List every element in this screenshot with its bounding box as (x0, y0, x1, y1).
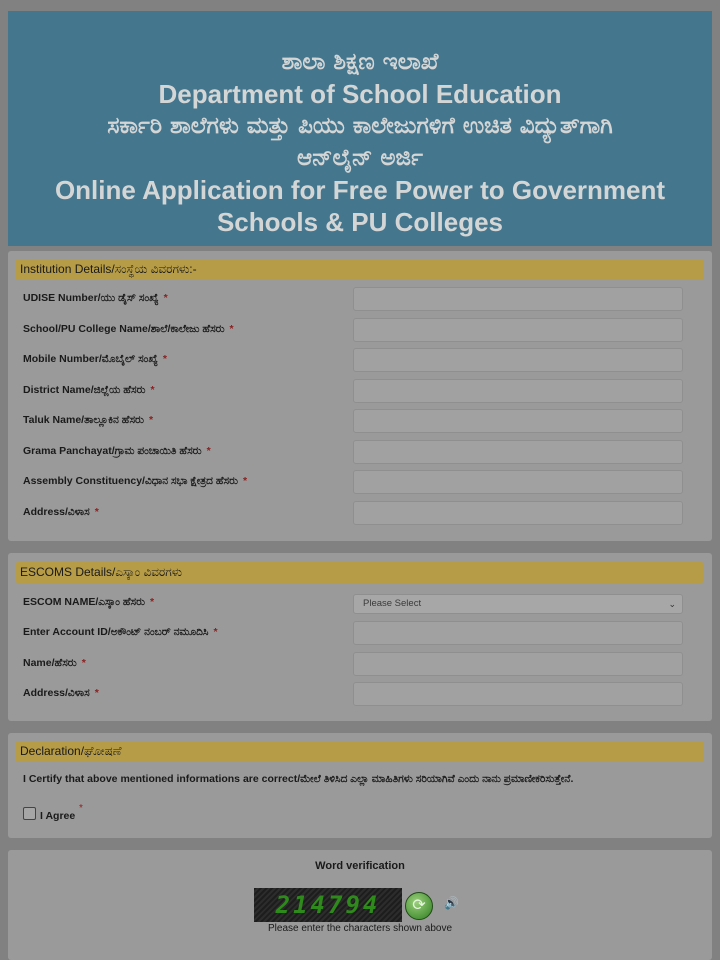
word-verification-panel (8, 850, 712, 960)
account-id-input[interactable] (353, 621, 683, 645)
page-header (8, 11, 712, 246)
chevron-down-icon: ⌄ (668, 599, 676, 609)
assembly-constituency-input[interactable] (353, 470, 683, 494)
escom-address-row (23, 687, 698, 711)
udise-number-row (23, 292, 698, 316)
institution-address-input[interactable] (353, 501, 683, 525)
institution-address-label: Address/ವಿಳಾಸ * (23, 506, 99, 518)
certification-text: I Certify that above mentioned informations are correct/ಮೇಲೆ ತಿಳಿಸಿದ ಎಲ್ಲಾ ಮಾಹಿತಿಗಳು ಸರಿಯಾಗಿವೆ ಎಂದು ನಾನು ಪ್ರಮಾಣೀಕರಿಸುತ್ತೇನೆ. (23, 773, 574, 785)
mobile-number-input[interactable] (353, 348, 683, 372)
header-title-english: Department of School Education (158, 79, 562, 109)
district-name-row (23, 384, 698, 408)
escom-name-person-row (23, 657, 698, 681)
grama-panchayat-input[interactable] (353, 440, 683, 464)
taluk-name-input[interactable] (353, 409, 683, 433)
assembly-constituency-row (23, 475, 698, 499)
word-verification-title: Word verification (315, 860, 405, 872)
captcha-instruction: Please enter the characters shown above (268, 923, 452, 934)
declaration-heading: Declaration/ಘೋಷಣೆ (15, 741, 704, 762)
udise-number-label: UDISE Number/ಯು ಡೈಸ್ ಸಂಖ್ಯೆ * (23, 292, 168, 304)
header-subtitle-english-1: Online Application for Free Power to Government (54, 175, 666, 205)
grama-panchayat-row (23, 445, 698, 469)
school-name-label: School/PU College Name/ಶಾಲೆ/ಕಾಲೇಜು ಹೆಸರು * (23, 323, 234, 335)
refresh-captcha-icon[interactable]: ⟳ (405, 892, 433, 920)
escoms-details-heading: ESCOMS Details/ಎಸ್ಕಾಂ ವಿವರಗಳು (15, 562, 704, 583)
agree-checkbox[interactable] (23, 807, 36, 820)
audio-captcha-icon[interactable]: 🔊 (444, 896, 459, 910)
institution-address-row (23, 506, 698, 530)
school-name-row (23, 323, 698, 347)
mobile-number-row (23, 353, 698, 377)
institution-details-heading: Institution Details/ಸಂಸ್ಥೆಯ ವಿವರಗಳು:- (15, 259, 704, 280)
header-title-kannada: ಶಾಲಾ ಶಿಕ್ಷಣ ಇಲಾಖೆ (281, 49, 439, 75)
escom-name-selected-value: Please Select (363, 598, 422, 609)
escom-name-row (23, 596, 698, 620)
escom-name-label: ESCOM NAME/ಎಸ್ಕಾಂ ಹೆಸರು * (23, 596, 155, 608)
declaration-panel (8, 733, 712, 838)
agree-label[interactable]: I Agree (40, 810, 76, 822)
school-name-input[interactable] (353, 318, 683, 342)
header-subtitle-kannada-1: ಸರ್ಕಾರಿ ಶಾಲೆಗಳು ಮತ್ತು ಪಿಯು ಕಾಲೇಜುಗಳಿಗೆ ಉಚಿತ ವಿದ್ಯುತ್‌ಗಾಗಿ (107, 113, 613, 139)
escoms-details-panel (8, 553, 712, 721)
udise-number-input[interactable] (353, 287, 683, 311)
header-subtitle-english-2: Schools & PU Colleges (216, 207, 504, 237)
person-name-label: Name/ಹೆಸರು * (23, 657, 86, 669)
assembly-constituency-label: Assembly Constituency/ವಿಧಾನ ಸಭಾ ಕ್ಷೇತ್ರದ ಹೆಸರು * (23, 475, 248, 487)
grama-panchayat-label: Grama Panchayat/ಗ್ರಾಮ ಪಂಚಾಯಿತಿ ಹೆಸರು * (23, 445, 211, 457)
district-name-label: District Name/ಜಿಲ್ಲೆಯ ಹೆಸರು * (23, 384, 155, 396)
account-id-row (23, 626, 698, 650)
escom-address-input[interactable] (353, 682, 683, 706)
taluk-name-row (23, 414, 698, 438)
escom-name-select[interactable] (353, 594, 683, 614)
header-subtitle-kannada-2: ಆನ್‌ಲೈನ್ ಅರ್ಜಿ (297, 145, 423, 171)
taluk-name-label: Taluk Name/ತಾಲ್ಲೂಕಿನ ಹೆಸರು * (23, 414, 154, 426)
mobile-number-label: Mobile Number/ಮೊಬೈಲ್ ಸಂಖ್ಯೆ * (23, 353, 167, 365)
district-name-input[interactable] (353, 379, 683, 403)
captcha-image: 214794 (254, 888, 402, 922)
person-name-input[interactable] (353, 652, 683, 676)
escom-address-label: Address/ವಿಳಾಸ * (23, 687, 99, 699)
institution-details-panel (8, 251, 712, 541)
account-id-label: Enter Account ID/ಅಕೌಂಟ್ ನಂಬರ್ ನಮೂದಿಸಿ * (23, 626, 218, 638)
agree-required-mark: * (79, 803, 83, 814)
